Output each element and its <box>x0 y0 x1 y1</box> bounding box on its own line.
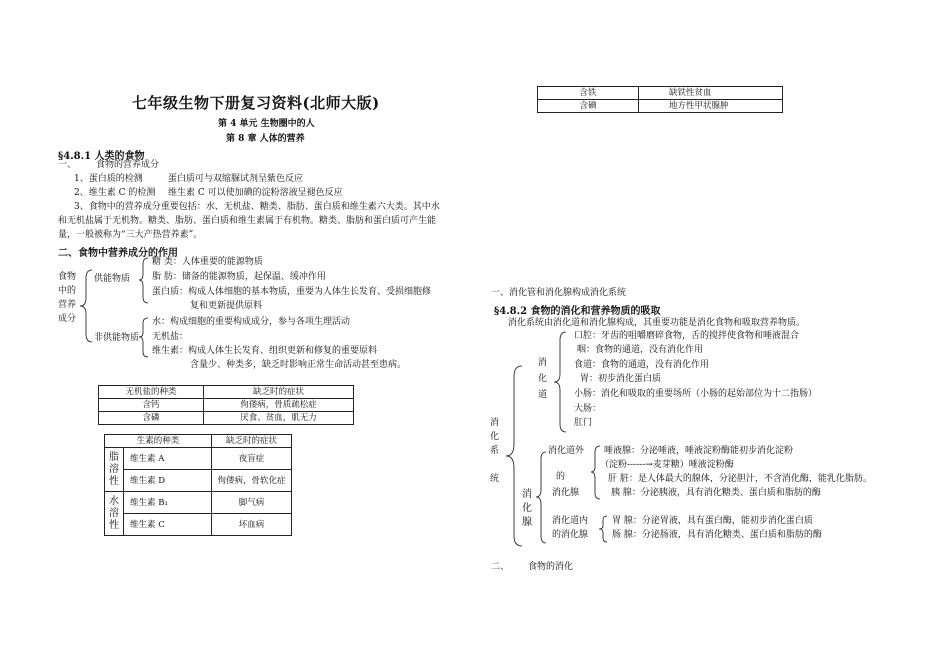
table-cell: 佝偻病，骨软化症 <box>212 470 292 492</box>
intestinal-gland-item: 肠 腺：分泌肠液，具有消化糖类、蛋白质和脂肪的酶 <box>612 530 822 540</box>
outer-gland-label-line2: 的 <box>556 472 566 482</box>
outer-gland-label-line3: 消化腺 <box>552 488 580 498</box>
protein-item-line2: 复和更新提供原料 <box>190 301 263 311</box>
table-row <box>105 448 292 470</box>
page-title: 七年级生物下册复习资料(北师大版) <box>132 94 380 112</box>
table-row <box>538 87 783 100</box>
table-header-cell: 生素的种类 <box>105 435 212 448</box>
mineral-deficiency-table <box>98 385 354 425</box>
gastric-gland-item: 胃 腺：分泌胃液，具有蛋白酶，能初步消化蛋白质 <box>612 516 813 526</box>
table-cell: 含磷 <box>99 412 204 425</box>
part2-heading: 食物的消化 <box>528 562 574 572</box>
salt-item: 无机盐： <box>152 332 189 342</box>
pancreas-item: 胰 腺：分泌胰液，具有消化糖类、蛋白质和脂肪的酶 <box>611 488 821 498</box>
vitamin-c-test-text: 维生素 C 可以使加碘的淀粉溶液呈褪色反应 <box>168 188 343 198</box>
gland-label-char2: 化 <box>522 503 532 514</box>
water-item: 水：构成细胞的重要构成成分，参与各项生理活动 <box>152 317 351 327</box>
energy-branch-label: 供能物质 <box>94 274 131 284</box>
gland-label-char3: 腺 <box>522 517 532 528</box>
tree-root-line1: 食物 <box>58 272 77 282</box>
table-row <box>105 514 292 536</box>
tree-root-line2: 中的 <box>58 286 77 296</box>
fat-soluble-label: 脂溶性 <box>109 451 119 487</box>
tract-label-char2: 化 <box>538 374 548 384</box>
vitamin-deficiency-table <box>104 434 292 536</box>
water-soluble-label: 水溶性 <box>109 495 119 531</box>
inner-gland-label-line1: 消化道内 <box>552 516 589 526</box>
mouth-item: 口腔：牙齿的咀嚼磨碎食物，舌的搅拌使食物和唾液混合 <box>574 331 800 341</box>
protein-test-label: 1、蛋白质的检测 <box>74 174 143 184</box>
system-label-char3: 系 <box>490 446 500 456</box>
nonenergy-branch-label: 非供能物质 <box>94 333 140 343</box>
nutrients-paragraph-line2: 和无机盐属于无机物。糖类、脂肪、蛋白质和维生素属于有机物。糖类、脂肪和蛋白质可产生能 <box>58 216 437 226</box>
table-header-row <box>99 386 354 399</box>
part2-heading: 二、食物中营养成分的作用 <box>58 248 178 259</box>
sugar-item: 糖 类：人体重要的能源物质 <box>152 257 263 267</box>
table-cell: 厌食、贫血，肌无力 <box>204 412 354 425</box>
table-cell: 维生素 C <box>124 514 212 536</box>
esophagus-item: 食道：食物的通道，没有消化作用 <box>574 360 710 370</box>
vitamin-item-line2: 含量少、种类多，缺乏时影响正常生命活动甚至患病。 <box>190 360 407 370</box>
pharynx-item: 咽：食物的通道，没有消化作用 <box>577 345 704 355</box>
table-cell: 含钙 <box>99 399 204 412</box>
table-cell: 缺铁性贫血 <box>639 87 783 100</box>
chapter-heading: 第 8 章 人体的营养 <box>226 134 305 144</box>
outer-gland-label-line1: 消化道外 <box>548 446 585 456</box>
unit-heading: 第 4 单元 生物圈中的人 <box>218 119 315 129</box>
table-cell: 维生素 B₁ <box>124 492 212 514</box>
fat-item: 脂 肪：储备的能源物质，起保温、缓冲作用 <box>152 272 326 282</box>
outer-gland-brace <box>590 444 604 502</box>
water-soluble-group-cell <box>105 492 124 536</box>
table-header-cell: 无机盐的种类 <box>99 386 204 399</box>
protein-test-text: 蛋白质可与双缩脲试剂呈紫色反应 <box>168 174 304 184</box>
part2-label: 二、 <box>491 562 510 572</box>
table-header-row <box>105 435 292 448</box>
tract-brace <box>552 330 570 434</box>
system-label-char2: 化 <box>490 432 500 442</box>
system-label-char4: 统 <box>490 474 500 484</box>
gland-brace <box>534 450 550 546</box>
table-cell: 坏血病 <box>212 514 292 536</box>
inner-gland-brace <box>598 514 610 546</box>
salivary-gland-item-line2: （淀粉------→麦芽糖）唾液淀粉酶 <box>600 460 734 470</box>
table-cell: 脚气病 <box>212 492 292 514</box>
tract-label-char3: 道 <box>538 390 548 400</box>
table-row <box>105 492 292 514</box>
vitamin-c-test-label: 2、维生素 C 的检测 <box>74 188 156 198</box>
system-label-char1: 消 <box>490 418 500 428</box>
tree-root-line4: 成分 <box>58 314 77 324</box>
stomach-item: 胃：初步消化蛋白质 <box>580 374 662 384</box>
table-cell: 含碘 <box>538 100 639 113</box>
digestive-system-part1: 一、消化管和消化腺构成消化系统 <box>491 288 627 298</box>
tree-root-line3: 营养 <box>58 300 77 310</box>
digestive-system-intro: 消化系统由消化道和消化腺构成，其重要功能是消化食物和吸取营养物质。 <box>508 318 806 328</box>
inner-gland-label-line2: 的消化腺 <box>552 530 589 540</box>
tract-label-char1: 消 <box>538 358 548 368</box>
table-row <box>105 470 292 492</box>
table-cell: 维生素 A <box>124 448 212 470</box>
large-intestine-item: 大肠： <box>574 404 602 414</box>
nutrients-paragraph-line1: 3、食物中的营养成分重要包括：水、无机盐、糖类、脂肪、蛋白质和维生素六大类。其中水 <box>74 202 440 212</box>
small-intestine-item: 小肠：消化和吸取的重要场所（小肠的起始部位为十二指肠） <box>574 389 818 399</box>
liver-item: 肝 脏：是人体最大的腺体，分泌胆汁，不含消化酶，能乳化脂肪。 <box>608 474 872 484</box>
fat-soluble-group-cell <box>105 448 124 492</box>
table-cell: 维生素 D <box>124 470 212 492</box>
energy-branch-brace <box>138 256 152 306</box>
anus-item: 肛门 <box>574 418 593 428</box>
table-cell: 夜盲症 <box>212 448 292 470</box>
table-row <box>538 100 783 113</box>
section-heading-4-8-2: §4.8.2 食物的消化和营养物质的吸取 <box>494 306 661 317</box>
table-cell: 含铁 <box>538 87 639 100</box>
part1-heading: 食物的营养成分 <box>96 160 160 170</box>
salivary-gland-item-line1: 唾液腺：分泌唾液，唾液淀粉酶能初步消化淀粉 <box>604 446 794 456</box>
gland-label-char1: 消 <box>522 489 532 500</box>
part1-label: 一、 <box>58 160 77 170</box>
section-heading-4-8-1: §4.8.1 人类的食物 <box>58 151 145 162</box>
nutrients-paragraph-line3: 量，一般被称为“三大产热营养素”。 <box>58 230 203 240</box>
nonenergy-branch-brace <box>138 316 152 360</box>
table-header-cell: 缺乏时的症状 <box>204 386 354 399</box>
table-row <box>99 412 354 425</box>
table-row <box>99 399 354 412</box>
table-cell: 佝偻病，骨质疏松症 <box>204 399 354 412</box>
table-header-cell: 缺乏时的症状 <box>212 435 292 448</box>
table-cell: 地方性甲状腺肿 <box>639 100 783 113</box>
mineral-deficiency-table-continued <box>537 86 783 113</box>
protein-item-line1: 蛋白质：构成人体细胞的基本物质，重要为人体生长发育、受损细胞修 <box>152 287 432 297</box>
vitamin-item-line1: 维生素：构成人体生长发育、组织更新和修复的重要原料 <box>152 346 378 356</box>
